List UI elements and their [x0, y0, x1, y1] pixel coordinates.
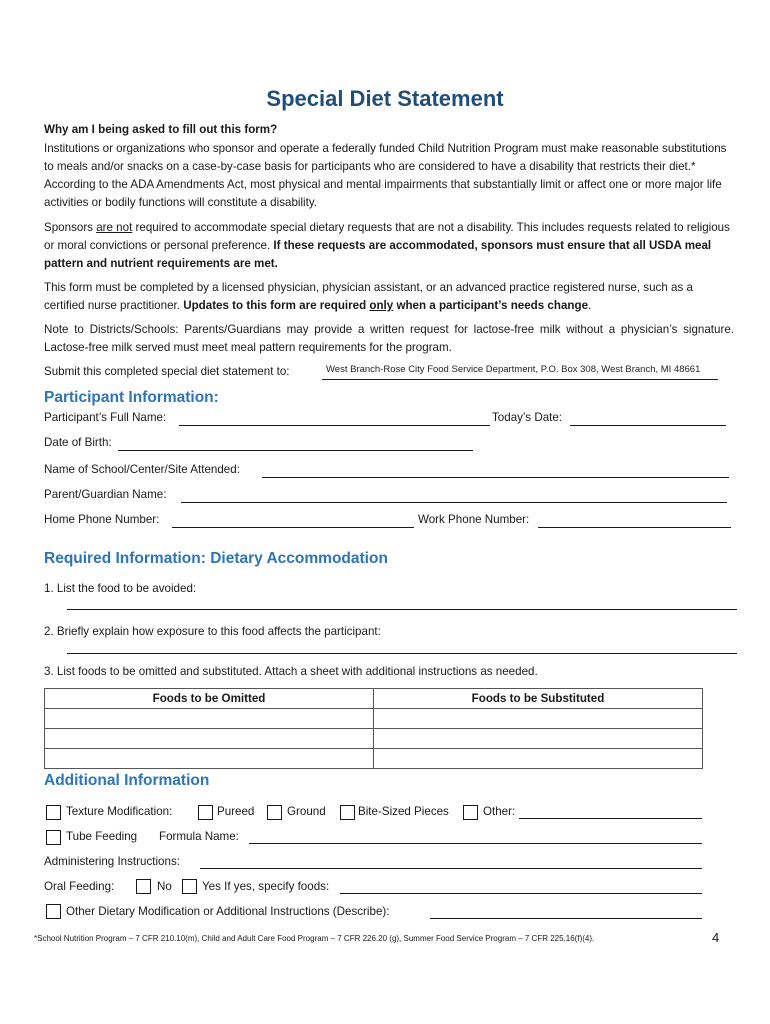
ground-label: Ground [287, 805, 326, 818]
omitted-cell[interactable] [45, 729, 374, 749]
pureed-checkbox[interactable] [198, 805, 213, 820]
why-heading: Why am I being asked to fill out this form? [44, 123, 278, 136]
formula-name-label: Formula Name: [159, 830, 239, 843]
page-number: 4 [712, 930, 720, 945]
note-paragraph: Note to Districts/Schools: Parents/Guardians may provide a written request for lactose-free milk without a physician’s signature. Lactose-free milk served must meet meal pattern requirements for the program. [44, 323, 734, 354]
oral-no-label: No [157, 880, 172, 893]
school-field[interactable] [262, 477, 729, 478]
full-name-field[interactable] [179, 425, 490, 426]
other-label: Other: [483, 805, 516, 818]
table-row [45, 749, 703, 769]
required-heading: Required Information: Dietary Accommodation [44, 550, 388, 567]
exposure-effect-field[interactable] [67, 653, 737, 654]
column-header-substituted: Foods to be Substituted [374, 689, 703, 709]
additional-heading: Additional Information [44, 772, 210, 789]
oral-no-checkbox[interactable] [136, 879, 151, 894]
intro-paragraph: Institutions or organizations who sponsor and operate a federally funded Child Nutrition Program must make reasonable substitutions to meals and/or snacks on a case-by-case basis for participants who are considered to have a disability that restricts their diet.* According to the ADA Amendments Act, most physical and mental impairments that substantially limit or affect one or more major life activities or bodily functions will constitute a disability. [44, 142, 727, 209]
text-run-underlined: are not [96, 221, 133, 234]
food-avoided-field[interactable] [67, 609, 737, 610]
administering-field[interactable] [200, 868, 702, 869]
submit-label: Submit this completed special diet statement to: [44, 365, 290, 378]
tube-feeding-label: Tube Feeding [66, 830, 138, 843]
foods-table [44, 688, 703, 769]
parent-label: Parent/Guardian Name: [44, 488, 167, 501]
bite-sized-label: Bite-Sized Pieces [358, 805, 449, 818]
completion-paragraph [44, 279, 734, 315]
other-field[interactable] [519, 818, 702, 819]
text-run-bold-underlined: only [369, 299, 394, 312]
omitted-cell[interactable] [45, 749, 374, 769]
sponsors-paragraph [44, 219, 734, 273]
omitted-cell[interactable] [45, 709, 374, 729]
work-phone-label: Work Phone Number: [418, 513, 530, 526]
home-phone-label: Home Phone Number: [44, 513, 160, 526]
tube-feeding-checkbox[interactable] [46, 830, 61, 845]
text-run: required to accommodate special dietary requests that are not a disability. This includes requests related to religious or moral convictions or personal preference. [44, 221, 730, 252]
dob-label: Date of Birth: [44, 436, 112, 449]
oral-feeding-label: Oral Feeding: [44, 880, 115, 893]
text-run: . [588, 299, 592, 312]
footnote: *School Nutrition Program – 7 CFR 210.10(m), Child and Adult Care Food Program – 7 CFR 226.20 (g), Summer Food Service Program – 7 CFR 225.16(f)(4). [34, 934, 595, 943]
text-run: This form must be completed by a licensed physician, physician assistant, or an advanced practice registered nurse, such as a certified nurse practitioner. [44, 281, 693, 312]
substituted-cell[interactable] [374, 749, 703, 769]
substituted-cell[interactable] [374, 709, 703, 729]
oral-yes-checkbox[interactable] [182, 879, 197, 894]
dob-field[interactable] [118, 450, 473, 451]
full-name-label: Participant’s Full Name: [44, 411, 167, 424]
question-1: 1. List the food to be avoided: [44, 582, 197, 595]
table-header-row [45, 689, 703, 709]
other-dietary-label: Other Dietary Modification or Additional Instructions (Describe): [66, 905, 390, 918]
participant-heading: Participant Information: [44, 389, 219, 406]
home-phone-field[interactable] [172, 527, 414, 528]
work-phone-field[interactable] [538, 527, 731, 528]
bite-sized-checkbox[interactable] [340, 805, 355, 820]
table-row [45, 729, 703, 749]
texture-label: Texture Modification: [66, 805, 173, 818]
text-run-bold: when a participant’s needs change [393, 299, 589, 312]
table-row [45, 709, 703, 729]
administering-label: Administering Instructions: [44, 855, 180, 868]
question-3: 3. List foods to be omitted and substituted. Attach a sheet with additional instructions as needed. [44, 665, 538, 678]
formula-name-field[interactable] [249, 843, 702, 844]
text-run-bold: Updates to this form are required [183, 299, 370, 312]
texture-checkbox[interactable] [46, 805, 61, 820]
other-dietary-checkbox[interactable] [46, 904, 61, 919]
oral-yes-label: Yes If yes, specify foods: [202, 880, 330, 893]
page-title: Special Diet Statement [266, 86, 504, 111]
parent-field[interactable] [181, 502, 727, 503]
submit-address-field[interactable]: West Branch-Rose City Food Service Department, P.O. Box 308, West Branch, MI 48661 [322, 364, 718, 380]
text-run: Sponsors [44, 221, 97, 234]
ground-checkbox[interactable] [267, 805, 282, 820]
substituted-cell[interactable] [374, 729, 703, 749]
question-2: 2. Briefly explain how exposure to this food affects the participant: [44, 625, 381, 638]
oral-foods-field[interactable] [340, 893, 702, 894]
other-checkbox[interactable] [463, 805, 478, 820]
column-header-omitted: Foods to be Omitted [45, 689, 374, 709]
school-label: Name of School/Center/Site Attended: [44, 463, 240, 476]
todays-date-label: Today’s Date: [492, 411, 563, 424]
pureed-label: Pureed [217, 805, 255, 818]
other-dietary-field[interactable] [430, 918, 702, 919]
text-run-bold: If these requests are accommodated, sponsors must ensure that all USDA meal pattern and nutrient requirements are met. [44, 239, 712, 270]
todays-date-field[interactable] [570, 425, 726, 426]
